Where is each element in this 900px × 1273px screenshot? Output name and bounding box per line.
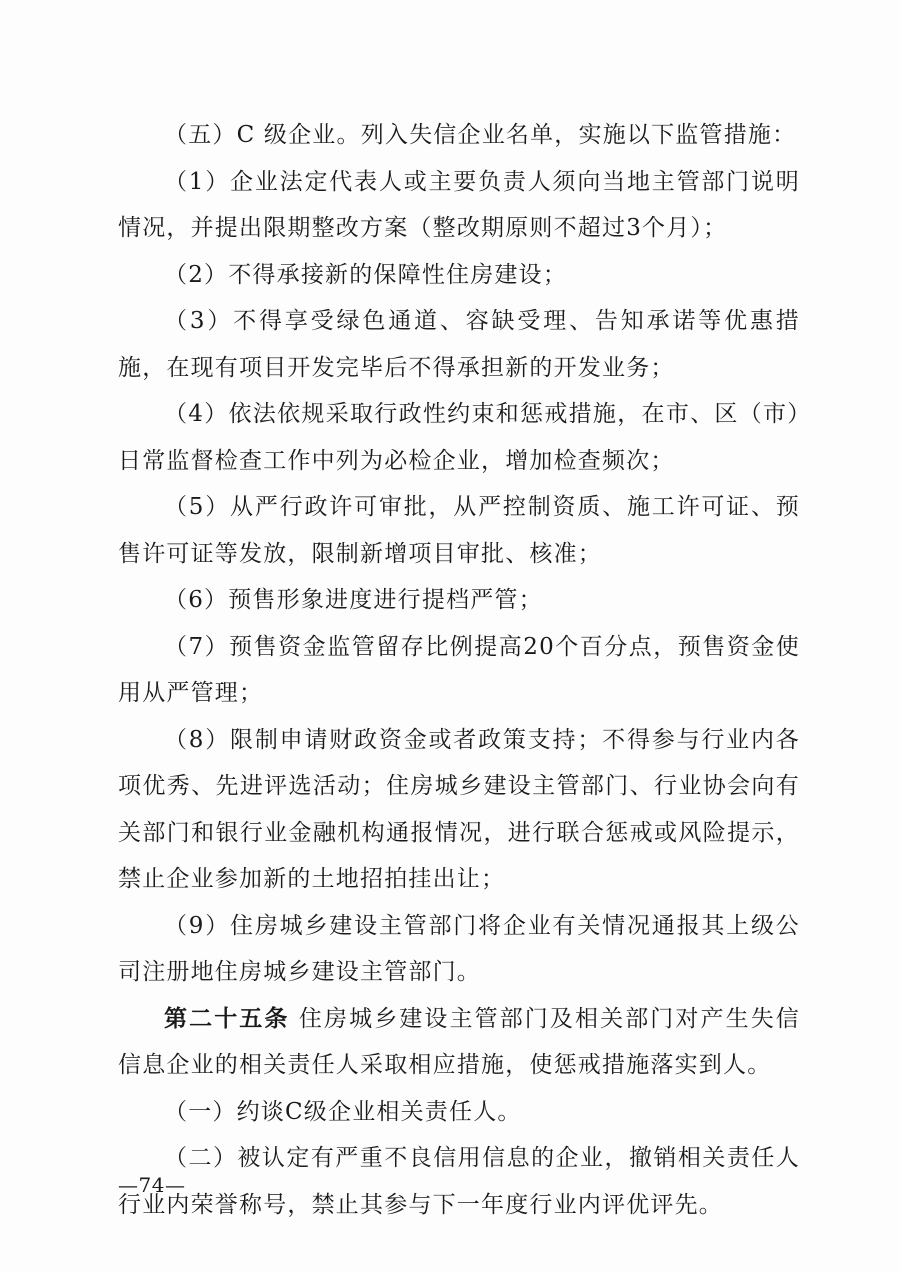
paragraph-measure-7: （7）预售资金监管留存比例提高20个百分点，预售资金使用从严管理； <box>118 633 800 706</box>
paragraph-level-c: （五）C 级企业。列入失信企业名单，实施以下监管措施： <box>164 122 797 148</box>
article-25-paragraph <box>118 996 800 1089</box>
document-body <box>118 112 800 1228</box>
article-25-title: 第二十五条 <box>164 1005 290 1032</box>
paragraph-measure-1: （1）企业法定代表人或主要负责人须向当地主管部门说明情况，并提出限期整改方案（整改期原则不超过3个月）； <box>118 168 800 241</box>
paragraph-measure-2: （2）不得承接新的保障性住房建设； <box>164 261 568 288</box>
paragraph-measure-4: （4）依法依规采取行政性约束和惩戒措施，在市、区（市）日常监督检查工作中列为必检企业，增加检查频次； <box>118 401 800 474</box>
article-25-body: 住房城乡建设主管部门及相关部门对产生失信信息企业的相关责任人采取相应措施，使惩戒措施落实到人。 <box>118 1005 800 1078</box>
paragraph-item-1: （一）约谈C级企业相关责任人。 <box>164 1098 522 1125</box>
paragraph-measure-6: （6）预售形象进度进行提档严管； <box>164 587 543 613</box>
paragraph-measure-8: （8）限制申请财政资金或者政策支持；不得参与行业内各项优秀、先进评选活动；住房城乡建设主管部门、行业协会向有关部门和银行业金融机构通报情况，进行联合惩戒或风险提示，禁止企业参加新的土地招拍挂出让； <box>118 726 800 892</box>
page-number: —74— <box>118 1173 186 1197</box>
paragraph-measure-9: （9）住房城乡建设主管部门将企业有关情况通报其上级公司注册地住房城乡建设主管部门。 <box>118 912 800 985</box>
paragraph-item-2: （二）被认定有严重不良信用信息的企业，撤销相关责任人行业内荣誉称号，禁止其参与下一年度行业内评优评先。 <box>118 1145 800 1218</box>
paragraph-measure-5: （5）从严行政许可审批，从严控制资质、施工许可证、预售许可证等发放，限制新增项目审批、核准； <box>118 494 800 567</box>
paragraph-measure-3: （3）不得享受绿色通道、容缺受理、告知承诺等优惠措施，在现有项目开发完毕后不得承担新的开发业务； <box>118 308 800 381</box>
